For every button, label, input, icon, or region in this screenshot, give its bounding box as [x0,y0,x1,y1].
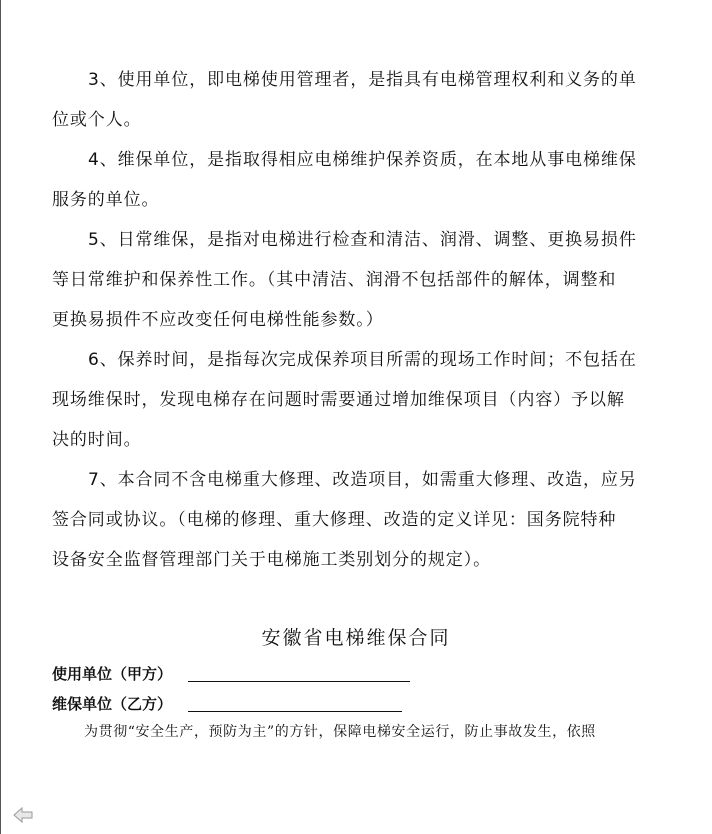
clause-7-line-2: 签合同或协议。（电梯的修理、重大修理、改造的定义详见：国务院特种 [52,510,617,530]
clause-5-line-1: 5、日常维保，是指对电梯进行检查和清洁、润滑、调整、更换易损件 [88,230,637,250]
back-arrow-icon[interactable] [12,806,34,824]
party-a-blank-line [188,681,410,682]
clause-5-line-2: 等日常维护和保养性工作。（其中清洁、润滑不包括部件的解体，调整和 [52,270,617,290]
party-a-label: 使用单位（甲方） [52,665,173,683]
clause-6-line-2: 现场维保时，发现电梯存在问题时需要通过增加维保项目（内容）予以解 [52,390,625,410]
page-left-border [0,0,1,834]
party-b-label: 维保单位（乙方） [52,695,173,713]
clause-4-line-2: 服务的单位。 [52,190,160,210]
clause-7-line-3: 设备安全监督管理部门关于电梯施工类别划分的规定）。 [52,550,491,570]
contract-intro-text: 为贯彻“安全生产，预防为主”的方针，保障电梯安全运行，防止事故发生，依照 [84,724,596,740]
clause-6-line-1: 6、保养时间，是指每次完成保养项目所需的现场工作时间；不包括在 [88,350,637,370]
clause-6-line-3: 决的时间。 [52,430,142,450]
clause-4-line-1: 4、维保单位，是指取得相应电梯维护保养资质，在本地从事电梯维保 [88,150,637,170]
clause-3-line-1: 3、使用单位，即电梯使用管理者，是指具有电梯管理权利和义务的单 [88,70,637,90]
clause-7-line-1: 7、本合同不含电梯重大修理、改造项目，如需重大修理、改造，应另 [88,470,637,490]
contract-title: 安徽省电梯维保合同 [261,627,451,649]
clause-5-line-3: 更换易损件不应改变任何电梯性能参数。） [52,310,384,330]
party-b-blank-line [188,711,402,712]
clause-3-line-2: 位或个人。 [52,110,142,130]
